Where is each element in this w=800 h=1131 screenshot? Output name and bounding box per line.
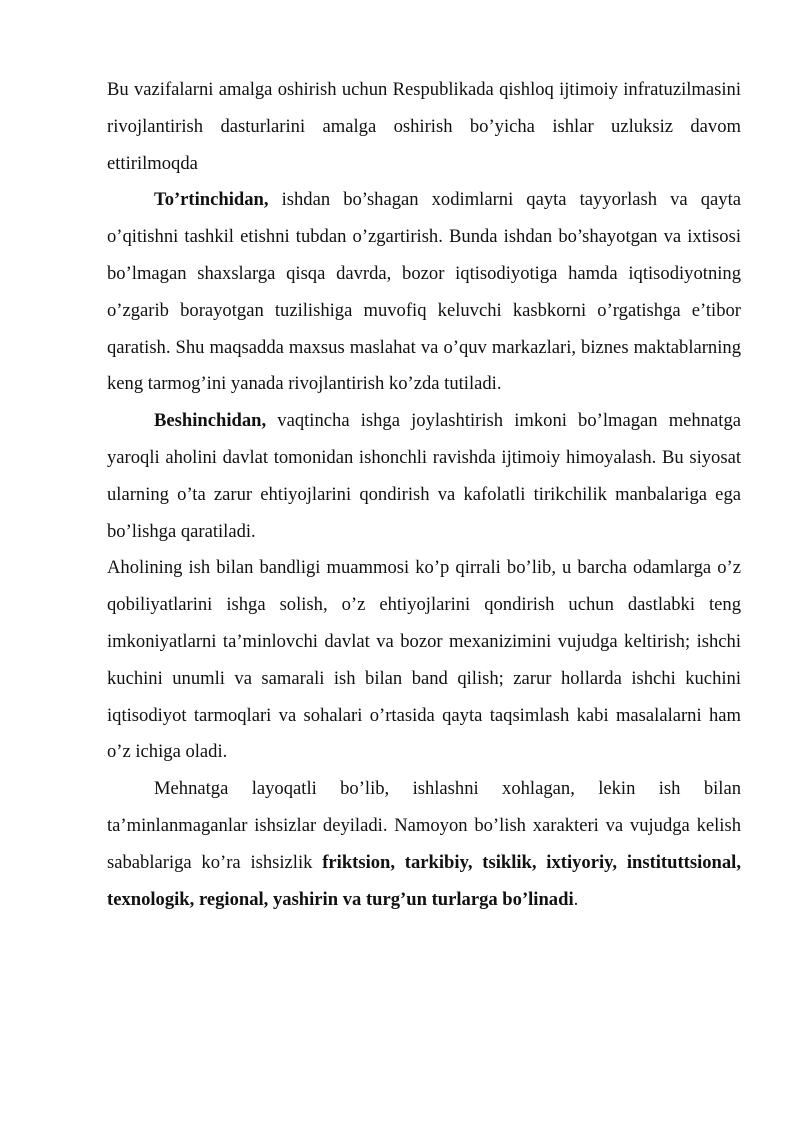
paragraph-2 [107,182,741,403]
document-page [107,72,741,918]
paragraph-1 [107,72,741,182]
paragraph-2-lead: To’rtinchidan, [154,189,269,211]
paragraph-3 [107,403,741,550]
paragraph-5-end: . [573,888,579,910]
paragraph-5-text: Mehnatga layoqatli bo’lib, ishlashni xohlagan, lekin ish bilan ta’minlanmaganlar ishsizlar deyiladi. Namoyon bo’lish xarakteri va vujudga kelish sabablariga ko’ra ishsizlik [107,778,741,873]
paragraph-4 [107,550,741,771]
paragraph-5-bold: friktsion, tarkibiy, tsiklik, ixtiyoriy, instituttsional, texnologik, regional, yashirin va turg’un turlarga bo’linadi [107,851,741,910]
paragraph-3-lead: Beshinchidan, [154,410,267,432]
paragraph-2-text: ishdan bo’shagan xodimlarni qayta tayyorlash va qayta o’qitishni tashkil etishni tubdan o’zgartirish. Bunda ishdan bo’shayotgan va ixtisosi bo’lmagan shaxslarga qisqa davrda, bozor iqtisodiyotiga hamda iqtisodiyotning o’zgarib borayotgan tuzilishiga muvofiq keluvchi kasbkorni o’rgatishga e’tibor qaratish. Shu maqsadda maxsus maslahat va o’quv markazlari, biznes maktablarning keng tarmog’ini yanada rivojlantirish ko’zda tutiladi. [107,189,741,395]
paragraph-3-text: vaqtincha ishga joylashtirish imkoni bo’lmagan mehnatga yaroqli aholini davlat tomonidan ishonchli ravishda ijtimoiy himoyalash. Bu siyosat ularning o’ta zarur ehtiyojlarini qondirish va kafolatli tirikchilik manbalariga ega bo’lishga qaratiladi. [107,410,741,542]
paragraph-1-text: Bu vazifalarni amalga oshirish uchun Respublikada qishloq ijtimoiy infratuzilmasini rivojlantirish dasturlarini amalga oshirish bo’yicha ishlar uzluksiz davom ettirilmoqda [107,79,741,174]
paragraph-5 [107,771,741,918]
paragraph-4-text: Aholining ish bilan bandligi muammosi ko’p qirrali bo’lib, u barcha odamlarga o’z qobiliyatlarini ishga solish, o’z ehtiyojlarini qondirish uchun dastlabki teng imkoniyatlarni ta’minlovchi davlat va bozor mexanizimini vujudga keltirish; ishchi kuchini unumli va samarali ish bilan band qilish; zarur hollarda ishchi kuchini iqtisodiyot tarmoqlari va sohalari o’rtasida qayta taqsimlash kabi masalalarni ham o’z ichiga oladi. [107,557,741,763]
